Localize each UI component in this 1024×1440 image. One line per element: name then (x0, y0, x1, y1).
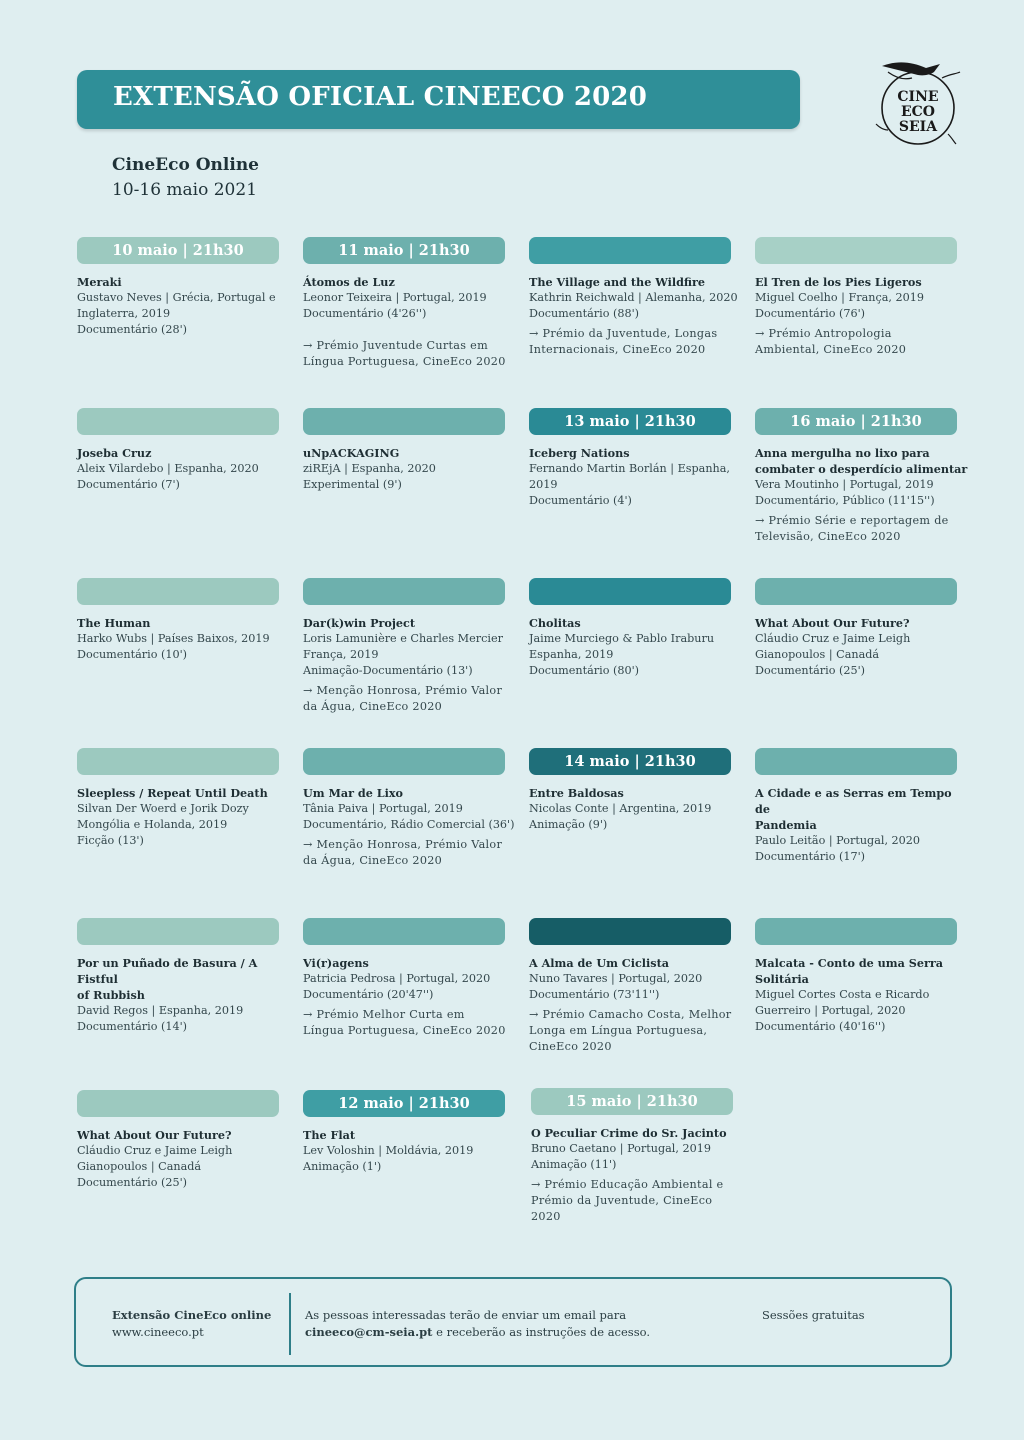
film-um-mar-de-lixo (303, 785, 515, 869)
film-genre: Documentário (25') (77, 1176, 188, 1189)
film-prize: → Prémio Camacho Costa, Melhor (529, 1008, 732, 1021)
film-darkwin-project (303, 615, 515, 715)
title-banner (77, 70, 800, 129)
film-prize: Língua Portuguesa, CineEco 2020 (303, 1024, 506, 1037)
film-genre: Documentário, Público (11'15'') (755, 494, 935, 507)
session-bar-16-maio: 16 maio | 21h30 (755, 408, 957, 435)
film-genre: Animação (11') (531, 1158, 617, 1171)
logo-text-eco: ECO (900, 104, 936, 120)
film-credits: Loris Lamunière e Charles Mercier (303, 632, 503, 645)
film-credits: Vera Moutinho | Portugal, 2019 (755, 478, 934, 491)
logo-text-seia: SEIA (898, 119, 938, 135)
footer-info-text: As pessoas interessadas terão de enviar um email para (305, 1308, 627, 1322)
film-the-flat (303, 1127, 515, 1175)
film-genre: Documentário (7') (77, 478, 180, 491)
film-genre: Documentário (88') (529, 307, 640, 320)
film-title: The Village and the Wildfire (529, 275, 706, 289)
film-genre: Documentário (4'26'') (303, 307, 427, 320)
footer-info-line (305, 1324, 725, 1341)
film-prize: → Prémio Educação Ambiental e (531, 1178, 724, 1191)
film-anna-mergulha (755, 445, 970, 545)
session-bar (77, 748, 279, 775)
film-credits: Gianopoulos | Canadá (755, 648, 880, 661)
film-title: Sleepless / Repeat Until Death (77, 786, 268, 800)
session-bar (77, 1090, 279, 1117)
film-title: Joseba Cruz (77, 446, 152, 460)
film-title: Por un Puñado de Basura / A Fistful (77, 956, 258, 986)
film-genre: Documentário (80') (529, 664, 640, 677)
film-title: A Alma de Um Ciclista (529, 956, 669, 970)
film-credits: Aleix Vilardebo | Espanha, 2020 (77, 462, 259, 475)
session-bar-15-maio: 15 maio | 21h30 (531, 1088, 733, 1115)
session-bar (755, 237, 957, 264)
film-title: Malcata - Conto de uma Serra (755, 956, 944, 970)
film-malcata (755, 955, 967, 1035)
film-title: Pandemia (755, 818, 817, 832)
film-credits: Nicolas Conte | Argentina, 2019 (529, 802, 712, 815)
session-bar (303, 578, 505, 605)
film-genre: Documentário (28') (77, 323, 188, 336)
film-title: The Flat (303, 1128, 356, 1142)
film-credits: Cláudio Cruz e Jaime Leigh (77, 1144, 233, 1157)
session-bar (77, 578, 279, 605)
film-credits: Guerreiro | Portugal, 2020 (755, 1004, 906, 1017)
film-prize: Língua Portuguesa, CineEco 2020 (303, 355, 506, 368)
film-prize: → Prémio da Juventude, Longas (529, 327, 718, 340)
film-credits: ziREjA | Espanha, 2020 (303, 462, 436, 475)
film-prize: CineEco 2020 (529, 1040, 612, 1053)
session-bar-10-maio: 10 maio | 21h30 (77, 237, 279, 264)
film-viragens (303, 955, 518, 1039)
film-credits: Gianopoulos | Canadá (77, 1160, 202, 1173)
film-the-human (77, 615, 289, 663)
film-credits: 2019 (529, 478, 558, 491)
film-prize: 2020 (531, 1210, 561, 1223)
film-genre: Documentário, Rádio Comercial (36') (303, 818, 515, 831)
film-title: Entre Baldosas (529, 786, 624, 800)
film-iceberg-nations (529, 445, 741, 509)
subtitle: CineEco Online (112, 155, 259, 175)
film-credits: Mongólia e Holanda, 2019 (77, 818, 228, 831)
film-title: Vi(r)agens (303, 956, 369, 970)
footer-box (74, 1277, 952, 1367)
film-prize: → Menção Honrosa, Prémio Valor (303, 684, 503, 697)
film-title: What About Our Future? (77, 1128, 232, 1142)
footer-free-sessions: Sessões gratuitas (762, 1308, 865, 1322)
film-title: Meraki (77, 275, 122, 289)
film-prize: → Prémio Juventude Curtas em (303, 339, 488, 352)
footer-info-text: e receberão as instruções de acesso. (432, 1325, 650, 1339)
film-genre: Documentário (76') (755, 307, 866, 320)
session-bar (755, 918, 957, 945)
film-genre: Documentário (40'16'') (755, 1020, 886, 1033)
film-credits: Gustavo Neves | Grécia, Portugal e (77, 291, 276, 304)
session-bar (303, 748, 505, 775)
film-credits: Leonor Teixeira | Portugal, 2019 (303, 291, 487, 304)
session-bar (529, 918, 731, 945)
film-prize: → Prémio Antropologia (755, 327, 892, 340)
film-credits: Espanha, 2019 (529, 648, 614, 661)
film-atomos-de-luz (303, 274, 518, 370)
film-village-wildfire (529, 274, 741, 358)
film-credits: Fernando Martin Borlán | Espanha, (529, 462, 730, 475)
film-entre-baldosas (529, 785, 741, 833)
film-prize: → Prémio Série e reportagem de (755, 514, 949, 527)
session-bar (303, 408, 505, 435)
film-title: Um Mar de Lixo (303, 786, 403, 800)
film-credits: Bruno Caetano | Portugal, 2019 (531, 1142, 711, 1155)
film-a-cidade-e-as-serras (755, 785, 967, 865)
session-bar-11-maio: 11 maio | 21h30 (303, 237, 505, 264)
footer-label-block (112, 1307, 271, 1341)
film-el-tren (755, 274, 967, 358)
film-genre: Documentário (10') (77, 648, 188, 661)
film-genre: Animação (9') (529, 818, 608, 831)
film-o-peculiar-crime (531, 1125, 743, 1225)
film-credits: Miguel Cortes Costa e Ricardo (755, 988, 930, 1001)
film-title: Anna mergulha no lixo para (755, 446, 930, 460)
film-title: What About Our Future? (755, 616, 910, 630)
film-prize: Prémio da Juventude, CineEco (531, 1194, 713, 1207)
film-genre: Documentário (25') (755, 664, 866, 677)
film-credits: Cláudio Cruz e Jaime Leigh (755, 632, 911, 645)
film-title: Iceberg Nations (529, 446, 630, 460)
footer-email-link[interactable]: cineeco@cm-seia.pt (305, 1325, 433, 1339)
film-genre: Documentário (73'11'') (529, 988, 660, 1001)
film-credits: Inglaterra, 2019 (77, 307, 171, 320)
film-credits: Miguel Coelho | França, 2019 (755, 291, 924, 304)
film-cholitas (529, 615, 741, 679)
film-title: Solitária (755, 972, 809, 986)
film-prize: → Prémio Melhor Curta em (303, 1008, 465, 1021)
film-sleepless (77, 785, 289, 849)
film-title: Cholitas (529, 616, 581, 630)
page-title: EXTENSÃO OFICIAL CINEECO 2020 (113, 82, 648, 112)
film-meraki (77, 274, 289, 338)
cineeco-logo-icon (868, 54, 964, 150)
session-bar (77, 918, 279, 945)
film-prize: Ambiental, CineEco 2020 (755, 343, 907, 356)
footer-info (305, 1307, 725, 1341)
film-prize: da Água, CineEco 2020 (303, 700, 443, 713)
film-genre: Experimental (9') (303, 478, 402, 491)
session-bar-14-maio: 14 maio | 21h30 (529, 748, 731, 775)
film-a-alma-de-um-ciclista (529, 955, 744, 1055)
film-credits: Kathrin Reichwald | Alemanha, 2020 (529, 291, 738, 304)
film-genre: Documentário (17') (755, 850, 866, 863)
film-joseba-cruz (77, 445, 289, 493)
film-credits: David Regos | Espanha, 2019 (77, 1004, 244, 1017)
film-prize: Internacionais, CineEco 2020 (529, 343, 706, 356)
film-credits: Paulo Leitão | Portugal, 2020 (755, 834, 921, 847)
film-por-un-punado-de-basura (77, 955, 289, 1035)
film-title: The Human (77, 616, 151, 630)
session-bar (529, 578, 731, 605)
session-bar-13-maio: 13 maio | 21h30 (529, 408, 731, 435)
film-what-about-our-future (755, 615, 967, 679)
film-genre: Ficção (13') (77, 834, 144, 847)
film-genre: Documentário (4') (529, 494, 632, 507)
film-credits: Nuno Tavares | Portugal, 2020 (529, 972, 703, 985)
footer-divider (289, 1293, 291, 1355)
film-credits: Jaime Murciego & Pablo Iraburu (529, 632, 715, 645)
festival-dates: 10-16 maio 2021 (112, 180, 258, 200)
film-title: uNpACKAGING (303, 446, 400, 460)
film-credits: Patricia Pedrosa | Portugal, 2020 (303, 972, 491, 985)
session-bar (529, 237, 731, 264)
logo-text-cine: CINE (897, 89, 939, 105)
film-unpackaging (303, 445, 515, 493)
film-genre: Documentário (20'47'') (303, 988, 434, 1001)
film-prize: Televisão, CineEco 2020 (755, 530, 901, 543)
session-bar-12-maio: 12 maio | 21h30 (303, 1090, 505, 1117)
film-prize: da Água, CineEco 2020 (303, 854, 443, 867)
film-credits: Tânia Paiva | Portugal, 2019 (303, 802, 463, 815)
film-genre: Documentário (14') (77, 1020, 188, 1033)
film-title: A Cidade e as Serras em Tempo de (755, 786, 952, 816)
film-title: combater o desperdício alimentar (755, 462, 968, 476)
session-bar (303, 918, 505, 945)
session-bar (755, 748, 957, 775)
film-title: Átomos de Luz (303, 275, 395, 289)
film-credits: França, 2019 (303, 648, 379, 661)
session-bar (755, 578, 957, 605)
film-genre: Animação-Documentário (13') (303, 664, 473, 677)
film-genre: Animação (1') (303, 1160, 382, 1173)
film-what-about-our-future-2 (77, 1127, 289, 1191)
film-credits: Harko Wubs | Países Baixos, 2019 (77, 632, 270, 645)
film-prize: Longa em Língua Portuguesa, (529, 1024, 708, 1037)
film-title: O Peculiar Crime do Sr. Jacinto (531, 1126, 727, 1140)
film-prize: → Menção Honrosa, Prémio Valor (303, 838, 503, 851)
film-credits: Silvan Der Woerd e Jorik Dozy (77, 802, 249, 815)
footer-website-link[interactable]: www.cineeco.pt (112, 1325, 204, 1339)
film-title: Dar(k)win Project (303, 616, 416, 630)
film-credits: Lev Voloshin | Moldávia, 2019 (303, 1144, 474, 1157)
film-title: El Tren de los Pies Ligeros (755, 275, 922, 289)
session-bar (77, 408, 279, 435)
film-title: of Rubbish (77, 988, 145, 1002)
footer-label: Extensão CineEco online (112, 1308, 272, 1322)
